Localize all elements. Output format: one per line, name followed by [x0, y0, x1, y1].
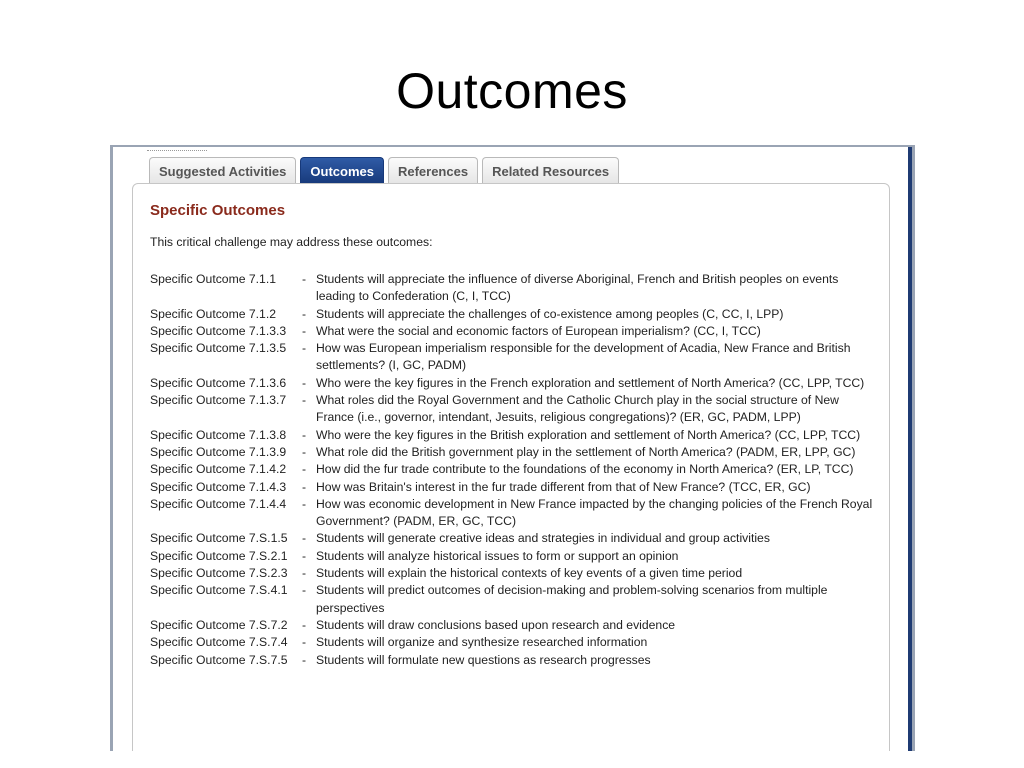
- outcome-code: Specific Outcome 7.S.7.2: [150, 617, 288, 632]
- outcome-code: Specific Outcome 7.1.3.3: [150, 323, 287, 338]
- outcome-code: Specific Outcome 7.1.3.8: [150, 427, 287, 442]
- outcome-separator: -: [302, 548, 307, 563]
- outcome-code: Specific Outcome 7.S.7.4: [150, 635, 288, 650]
- outcome-text: Students will appreciate the influence of diverse Aboriginal, French and British peoples on events leading to Confederation (C, I, TCC): [316, 272, 839, 304]
- outcome-row: [150, 479, 876, 496]
- outcome-row: [150, 634, 876, 651]
- tab-related-resources[interactable]: Related Resources: [482, 157, 619, 183]
- outcome-text: How was Britain's interest in the fur trade different from that of New France? (TCC, ER, GC): [316, 479, 811, 494]
- intro-text: This critical challenge may address these outcomes:: [150, 235, 433, 249]
- outcome-separator: -: [302, 323, 307, 338]
- outcome-row: [150, 652, 876, 669]
- panel-heading: Specific Outcomes: [150, 202, 286, 219]
- outcome-text: How did the fur trade contribute to the foundations of the economy in North America? (ER, LP, TCC): [316, 462, 854, 477]
- outcome-row: [150, 461, 876, 478]
- outcome-code: Specific Outcome 7.1.1: [150, 272, 276, 286]
- outcome-separator: -: [302, 479, 307, 494]
- outcome-row: [150, 323, 876, 340]
- outcome-code: Specific Outcome 7.1.3.5: [150, 341, 287, 356]
- outcome-code: Specific Outcome 7.S.7.5: [150, 652, 288, 667]
- outcome-text: How was economic development in New France impacted by the changing policies of the French Royal Government? (PADM, ER, GC, TCC): [316, 496, 873, 529]
- outcome-separator: -: [302, 462, 307, 477]
- outcome-row: [150, 496, 876, 531]
- outcome-code: Specific Outcome 7.1.3.7: [150, 393, 287, 408]
- outcome-code: Specific Outcome 7.S.1.5: [150, 531, 288, 546]
- outcome-separator: -: [302, 375, 307, 390]
- screenshot-frame: [110, 145, 915, 751]
- outcome-text: Students will formulate new questions as research progresses: [316, 652, 651, 667]
- tab-bar: [149, 157, 619, 184]
- outcome-separator: -: [302, 341, 307, 356]
- outcome-text: What role did the British government play in the settlement of North America? (PADM, ER, LPP, GC): [316, 444, 856, 459]
- outcome-row: [150, 444, 876, 461]
- outcome-text: Who were the key figures in the British exploration and settlement of North America? (CC, LPP, TCC): [316, 427, 861, 442]
- outcome-code: Specific Outcome 7.S.2.3: [150, 566, 288, 581]
- outcome-code: Specific Outcome 7.1.4.2: [150, 462, 287, 477]
- outcome-row: [150, 392, 876, 427]
- outcome-row: [150, 306, 876, 323]
- outcome-text: Students will generate creative ideas and strategies in individual and group activities: [316, 531, 770, 546]
- outcome-separator: -: [302, 617, 307, 632]
- outcome-code: Specific Outcome 7.1.3.6: [150, 375, 287, 390]
- outcome-separator: -: [302, 566, 307, 581]
- outcome-row: [150, 617, 876, 634]
- outcomes-panel: [132, 183, 890, 751]
- tab-outcomes[interactable]: Outcomes: [300, 157, 384, 184]
- outcome-row: [150, 530, 876, 547]
- outcome-text: Who were the key figures in the French exploration and settlement of North America? (CC, LPP, TCC): [316, 375, 865, 390]
- outcome-code: Specific Outcome 7.S.2.1: [150, 548, 288, 563]
- outcome-text: Students will organize and synthesize researched information: [316, 635, 648, 650]
- outcome-text: What were the social and economic factors of European imperialism? (CC, I, TCC): [316, 323, 761, 338]
- slide-title: Outcomes: [396, 63, 628, 119]
- outcome-separator: -: [302, 496, 307, 511]
- outcome-text: Students will draw conclusions based upon research and evidence: [316, 617, 676, 632]
- outcome-row: [150, 340, 876, 375]
- outcome-text: Students will explain the historical contexts of key events of a given time period: [316, 566, 743, 581]
- outcome-text: How was European imperialism responsible for the development of Acadia, New France and British settlements? (I, GC, PADM): [316, 341, 851, 373]
- outcome-separator: -: [302, 583, 307, 598]
- outcome-row: [150, 427, 876, 444]
- outcome-separator: -: [302, 427, 307, 442]
- outcome-text: Students will appreciate the challenges of co-existence among peoples (C, CC, I, LPP): [316, 306, 784, 321]
- outcome-text: Students will analyze historical issues to form or support an opinion: [316, 548, 679, 563]
- outcome-row: [150, 565, 876, 582]
- outcomes-list: [150, 271, 876, 669]
- outcome-text: What roles did the Royal Government and the Catholic Church play in the social structure of New France (i.e., governor, intendant, Jesuits, religious congregations)? (ER, GC, PADM, LPP): [316, 393, 839, 425]
- outcome-row: [150, 548, 876, 565]
- outcome-separator: -: [302, 652, 307, 667]
- outcome-separator: -: [302, 306, 307, 321]
- tab-references[interactable]: References: [388, 157, 478, 183]
- outcome-separator: -: [302, 393, 307, 408]
- top-edge-stub: [147, 145, 207, 151]
- outcome-code: Specific Outcome 7.1.3.9: [150, 444, 287, 459]
- outcome-row: [150, 375, 876, 392]
- outcome-separator: -: [302, 444, 307, 459]
- outcome-code: Specific Outcome 7.1.4.3: [150, 479, 287, 494]
- outcome-separator: -: [302, 272, 307, 286]
- outcome-separator: -: [302, 531, 307, 546]
- outcome-code: Specific Outcome 7.S.4.1: [150, 583, 288, 598]
- outcome-code: Specific Outcome 7.1.4.4: [150, 496, 287, 511]
- outcome-row: [150, 582, 876, 617]
- outcome-code: Specific Outcome 7.1.2: [150, 306, 276, 321]
- outcome-text: Students will predict outcomes of decision-making and problem-solving scenarios from multiple perspectives: [316, 583, 828, 615]
- tab-suggested-activities[interactable]: Suggested Activities: [149, 157, 296, 183]
- outcome-separator: -: [302, 635, 307, 650]
- outcome-row: [150, 271, 876, 306]
